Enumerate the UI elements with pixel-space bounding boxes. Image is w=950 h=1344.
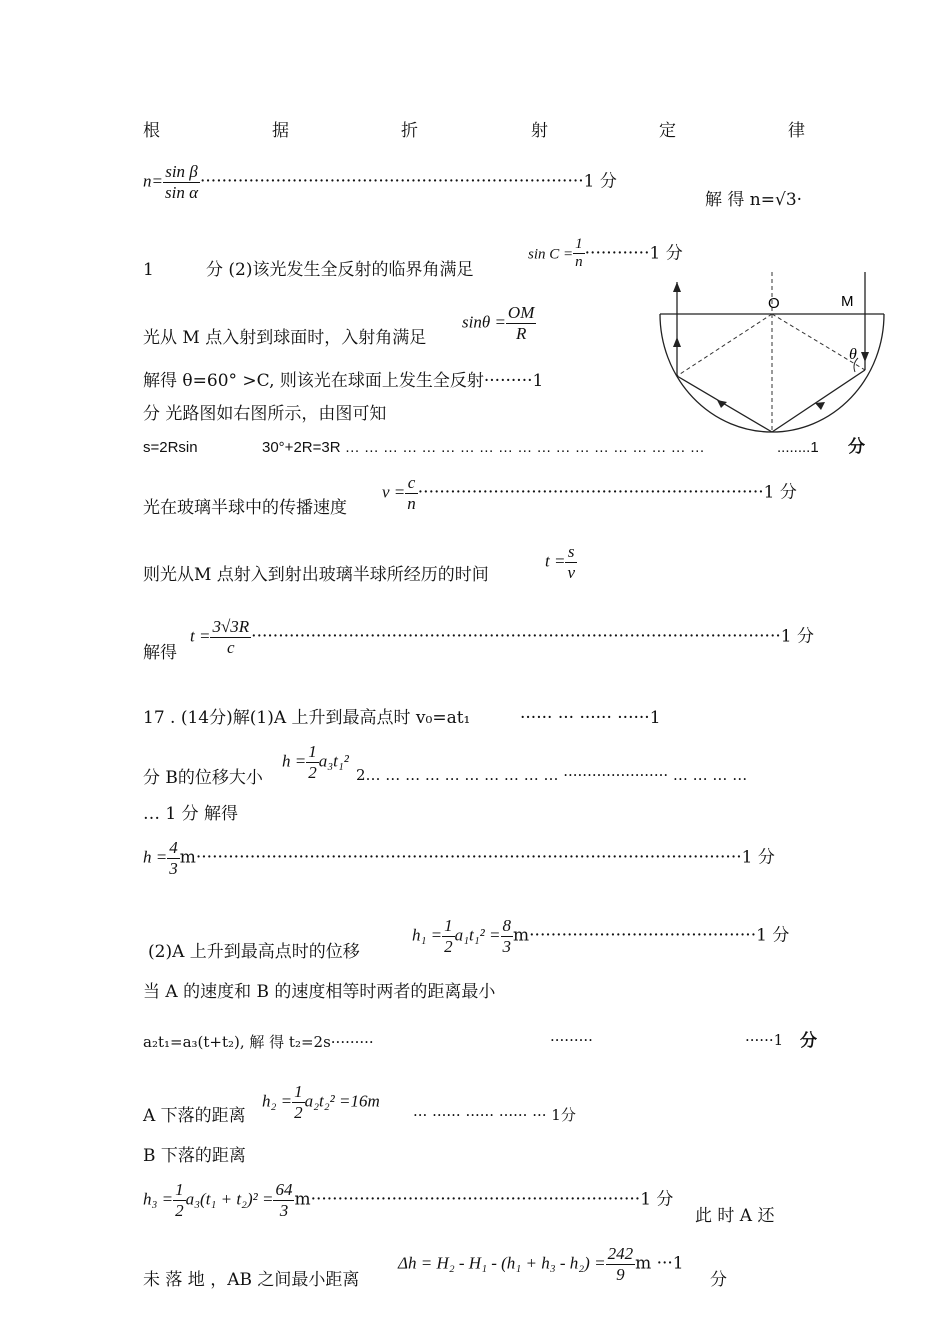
refraction-heading-char-1: 根 (143, 121, 160, 141)
v-leader-dots: ································································ (417, 482, 764, 503)
tres-fraction (210, 617, 251, 657)
dh-fraction (606, 1244, 636, 1284)
tres-numerator: 3√3R (212, 617, 250, 636)
label-theta: θ (849, 346, 857, 363)
label-m: M (841, 293, 854, 310)
time-result-equation (190, 617, 814, 657)
h1-equation (412, 916, 789, 956)
incidence-text: 光从 M 点入射到球面时，入射角满足 (143, 328, 427, 348)
h1-fraction-2 (501, 916, 514, 956)
dh-unit: m ···1 (635, 1253, 684, 1274)
hres-denominator: 3 (169, 858, 178, 878)
theta-lhs: sinθ = (462, 312, 506, 332)
velocity-equal-score: 分 (800, 1031, 817, 1051)
h2-rhs: a₂t₂² =16m (304, 1091, 380, 1111)
h1-numerator-2: 8 (502, 916, 512, 935)
hres-score: 1 分 (741, 847, 775, 868)
h3-lhs: h₃ = (143, 1189, 174, 1209)
time-equation (545, 542, 577, 582)
q17-heading-dots: ······ ··· ······ ······1 (520, 708, 661, 728)
s-eq-part-b: 30°+2R=3R … … … … … … … … … … … … … … … … … … … (262, 439, 705, 456)
dh-score: 分 (710, 1270, 727, 1290)
h3-denominator: 2 (175, 1200, 184, 1220)
refraction-law-equation (143, 162, 617, 202)
h3-leader-dots: ····························································· (310, 1189, 641, 1210)
min-distance-label: 未 落 地 ，AB 之间最小距离 (143, 1270, 360, 1290)
h3-numerator-2: 64 (275, 1180, 293, 1199)
q17-heading: 17 . (14分)解(1)A 上升到最高点时 v₀=at₁ (143, 708, 471, 728)
exit-arrow-icon (673, 282, 681, 292)
h-equation (282, 742, 349, 782)
h2-lhs: h₂ = (262, 1091, 293, 1111)
h1-mid: a₁t₁² = (454, 925, 501, 945)
sinc-fraction (573, 236, 585, 272)
h1-fraction (442, 916, 455, 956)
s-eq-score-unit: 分 (848, 437, 865, 457)
h3-numerator: 1 (175, 1180, 184, 1199)
h1-unit: m (513, 925, 530, 946)
h1-score: 1 分 (756, 925, 790, 946)
h3-fraction (173, 1180, 186, 1220)
light-path-text: 分 光路图如右图所示，由图可知 (143, 404, 387, 424)
t-fraction (565, 542, 577, 582)
b-displacement-dots: 2… … … … … … … … … … ······················ … … … … (356, 766, 748, 784)
v-score: 1 分 (763, 482, 797, 503)
a-fall-dots: ··· ······ ······ ······ ··· 1分 (413, 1106, 576, 1124)
time-text: 则光从M 点射入到射出玻璃半球所经历的时间 (143, 565, 489, 585)
hres-fraction (167, 838, 180, 878)
exit-mid-arrow-icon (673, 337, 681, 347)
refraction-heading-char-4: 射 (531, 121, 548, 141)
b-displacement-label: 分 B的位移大小 (143, 768, 263, 788)
h1-denominator-2: 3 (502, 936, 512, 956)
sinc-lhs: sin C = (528, 246, 574, 263)
b-displacement-continued: … 1 分 解得 (143, 804, 239, 824)
h-rhs: a₃t₁² (318, 751, 349, 771)
n-lhs: n= (143, 171, 163, 191)
n-score: 1 分 (583, 171, 617, 192)
a-fall-label: A 下落的距离 (143, 1106, 246, 1126)
velocity-equal-tail: ······1 (745, 1031, 784, 1049)
sinc-denominator: n (575, 254, 583, 271)
h3-fraction-2 (273, 1180, 294, 1220)
hres-unit: m (179, 847, 196, 868)
n-result: 解 得 n=√3· (705, 190, 803, 210)
refraction-heading-char-2: 据 (272, 121, 289, 141)
h2-denominator: 2 (294, 1102, 303, 1122)
h1-lhs: h₁ = (412, 925, 443, 945)
refraction-heading-char-3: 折 (401, 121, 418, 141)
tres-denominator: c (227, 637, 235, 657)
h2-fraction (292, 1082, 305, 1122)
min-distance-condition: 当 A 的速度和 B 的速度相等时两者的距离最小 (143, 982, 496, 1002)
hres-lhs: h = (143, 847, 168, 867)
tres-score: 1 分 (780, 626, 814, 647)
h3-denominator-2: 3 (279, 1200, 289, 1220)
t-numerator: s (565, 542, 577, 563)
s-eq-score-num: ........1 (777, 439, 819, 456)
delta-h-equation (398, 1244, 684, 1284)
sinc-score: 1 分 (649, 243, 683, 264)
h1-numerator: 1 (444, 916, 453, 935)
v-lhs: v = (382, 482, 406, 502)
h3-mid: a₃(t₁ + t₂)² = (185, 1189, 274, 1209)
n-numerator: sin β (163, 162, 200, 183)
tres-lhs: t = (190, 626, 211, 646)
theta-solution: 解得 θ=60° >C, 则该光在球面上发生全反射·········1 (143, 371, 544, 391)
hres-numerator: 4 (169, 838, 178, 857)
dh-numerator: 242 (607, 1244, 634, 1263)
velocity-text: 光在玻璃半球中的传播速度 (143, 498, 347, 518)
incidence-equation (462, 303, 536, 343)
radius-left-line (677, 314, 772, 376)
line3-number: 1 (143, 260, 154, 280)
time-result-label: 解得 (143, 643, 177, 663)
h-lhs: h = (282, 751, 307, 771)
h2-numerator: 1 (294, 1082, 303, 1101)
h-result-equation (143, 838, 775, 878)
incident-arrow-icon (861, 352, 869, 362)
n-denominator: sin α (164, 182, 198, 202)
sinc-leader-dots: ············ (584, 243, 650, 264)
v-fraction (405, 473, 418, 513)
h-denominator: 2 (308, 762, 317, 782)
t-lhs: t = (545, 551, 566, 571)
reflected-arrow-1-icon (815, 402, 825, 410)
theta-numerator: OM (507, 303, 535, 322)
h-numerator: 1 (308, 742, 317, 761)
refraction-heading-char-5: 定 (659, 121, 676, 141)
refraction-heading-char-6: 律 (788, 121, 805, 141)
v-denominator: n (407, 493, 416, 513)
h3-equation (143, 1180, 673, 1220)
h3-unit: m (294, 1189, 311, 1210)
velocity-equal-equation: a₂t₁=a₃(t+t₂), 解 得 t₂=2s········· (143, 1033, 374, 1051)
dh-denominator: 9 (616, 1264, 625, 1284)
v-numerator: c (405, 473, 418, 494)
sinc-numerator: 1 (573, 236, 585, 254)
s-eq-part-a: s=2Rsin (143, 439, 198, 456)
hemisphere-diagram (655, 262, 890, 442)
n-fraction (163, 162, 200, 202)
b-fall-label: B 下落的距离 (143, 1146, 246, 1166)
theta-fraction (506, 303, 536, 343)
part2-label: (2)A 上升到最高点时的位移 (148, 942, 360, 962)
dh-lhs: Δh = H₂ - H₁ - (h₁ + h₃ - h₂) = (398, 1253, 606, 1273)
a-not-landed-text: 此 时 A 还 (695, 1206, 775, 1226)
h-fraction (306, 742, 319, 782)
velocity-equal-dots: ········· (550, 1031, 593, 1049)
h1-denominator: 2 (444, 936, 453, 956)
h2-equation (262, 1082, 380, 1122)
reflected-ray-1 (772, 370, 865, 432)
hres-leader-dots: ····································································································· (195, 847, 742, 868)
theta-denominator: R (515, 323, 527, 343)
h1-leader-dots: ·········································· (529, 925, 757, 946)
n-leader-dots: ······································································· (200, 171, 584, 192)
tres-leader-dots: ·································································································· (251, 626, 781, 647)
critical-angle-text: 分 (2)该光发生全反射的临界角满足 (206, 260, 474, 280)
label-o: O (768, 295, 780, 312)
h3-score: 1 分 (640, 1189, 674, 1210)
velocity-equation (382, 473, 797, 513)
t-denominator: v (567, 562, 575, 582)
